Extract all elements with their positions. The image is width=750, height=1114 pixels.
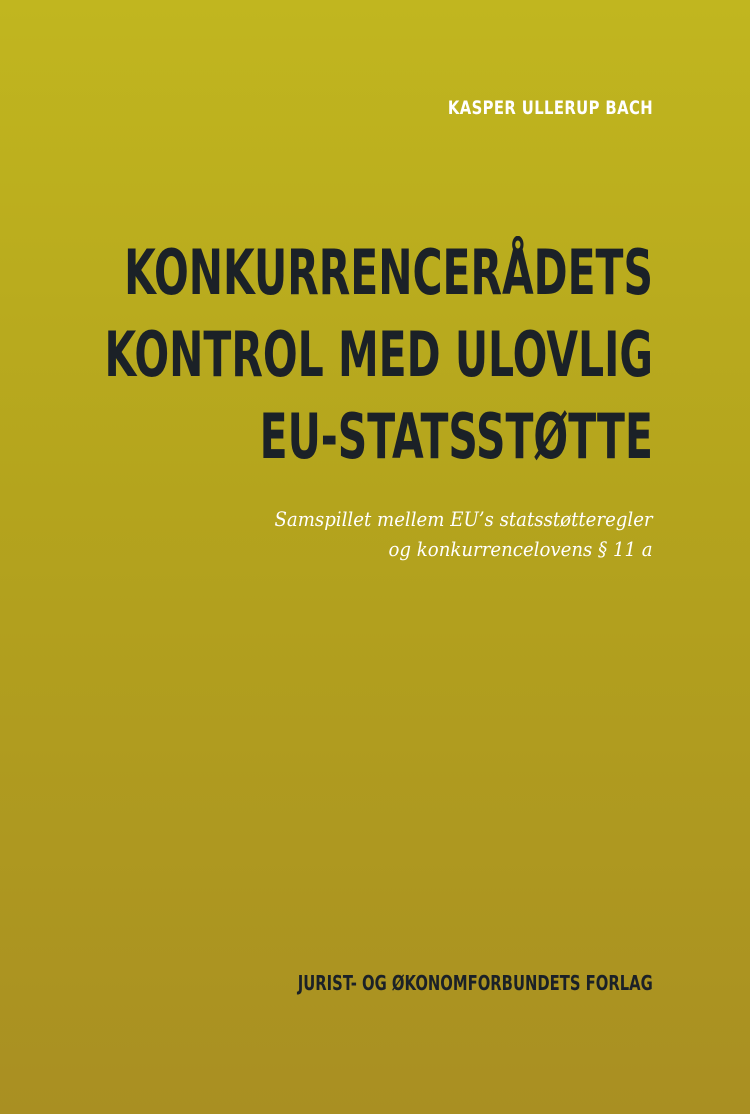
subtitle-line: og konkurrencelovens § 11 a xyxy=(388,538,653,561)
book-subtitle xyxy=(275,505,653,565)
title-line: KONKURRENCERÅDETS xyxy=(124,236,653,309)
title-line: EU-STATSSTØTTE xyxy=(259,400,653,473)
subtitle-line: Samspillet mellem EU’s statsstøtteregler xyxy=(274,508,653,531)
author-name: KASPER ULLERUP BACH xyxy=(447,97,653,119)
book-title xyxy=(105,232,653,478)
publisher-name: JURIST- OG ØKONOMFORBUNDETS FORLAG xyxy=(297,971,653,995)
title-line: KONTROL MED ULOVLIG xyxy=(104,318,653,391)
